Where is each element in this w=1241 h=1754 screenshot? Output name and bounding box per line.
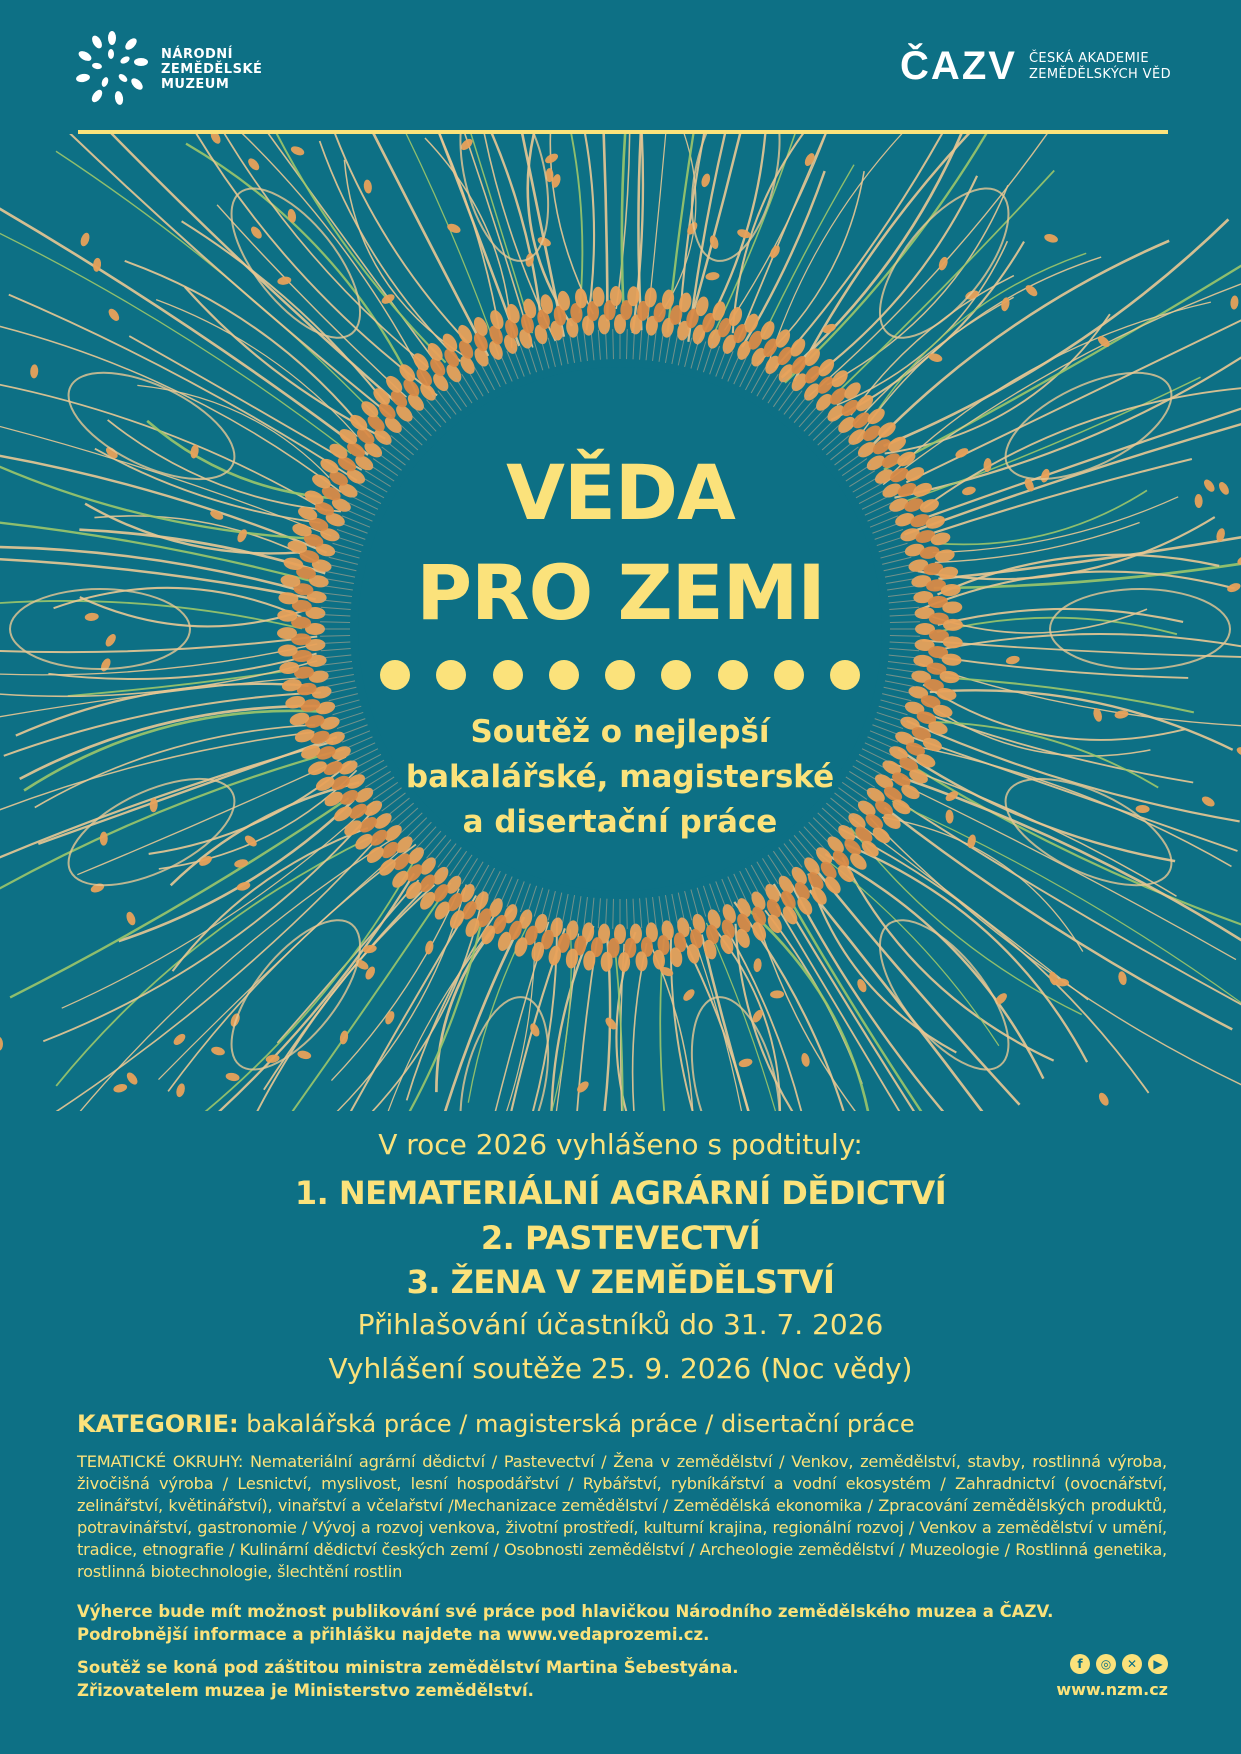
- museum-line-3: MUZEUM: [161, 76, 230, 92]
- categories: [77, 1410, 915, 1438]
- divider-dot: [493, 660, 523, 690]
- social-links: [1070, 1654, 1168, 1674]
- divider-dot: [718, 660, 748, 690]
- divider-dot: [774, 660, 804, 690]
- facebook-icon[interactable]: f: [1070, 1654, 1090, 1674]
- title-line-2: PRO ZEMI: [416, 548, 825, 637]
- museum-name: [161, 47, 262, 92]
- registration-deadline: Přihlašování účastníků do 31. 7. 2026: [357, 1308, 884, 1341]
- winner-note: [77, 1600, 1053, 1646]
- museum-logo: [73, 30, 262, 108]
- dot-divider: [380, 660, 860, 690]
- museum-line-2: ZEMĚDĚLSKÉ: [161, 61, 263, 77]
- categories-value: bakalářská práce / magisterská práce / disertační práce: [238, 1410, 915, 1438]
- divider-dot: [549, 660, 579, 690]
- patronage-text: Soutěž se koná pod záštitou ministra zemědělství Martina Šebestyána.: [77, 1658, 739, 1677]
- x-icon[interactable]: ✕: [1122, 1654, 1142, 1674]
- museum-line-1: NÁRODNÍ: [161, 46, 234, 62]
- subtitle-line-1: Soutěž o nejlepší: [470, 714, 770, 750]
- instagram-icon[interactable]: ◎: [1096, 1654, 1116, 1674]
- divider-dot: [830, 660, 860, 690]
- academy-logo: [900, 44, 1171, 89]
- subtopic-2: 2. PASTEVECTVÍ: [480, 1219, 761, 1257]
- subtitle: [340, 710, 900, 845]
- academy-name: [1029, 51, 1171, 83]
- youtube-icon[interactable]: ▶: [1148, 1654, 1168, 1674]
- website-link[interactable]: www.nzm.cz: [1056, 1680, 1168, 1699]
- founder-text: Zřizovatelem muzea je Ministerstvo zemědělství.: [77, 1681, 534, 1700]
- winners-text: Výherce bude mít možnost publikování své práce pod hlavičkou Národního zemědělského muzea a ČAZV.: [77, 1602, 1054, 1621]
- categories-label: KATEGORIE:: [77, 1410, 239, 1438]
- subtitle-line-2: bakalářské, magisterské: [405, 759, 835, 795]
- academy-line-1: ČESKÁ AKADEMIE: [1028, 50, 1149, 66]
- thematic-topics: TEMATICKÉ OKRUHY: Nemateriální agrární dědictví / Pastevectví / Žena v zemědělství / Venkov, zemědělství, stavby, rostlinná výroba, živočišná výroba / Lesnictví, myslivost, lesní hospodářství / Rybářství, rybníkářství a vodní ekosystém / Zahradnictví (ovocnářství, zelinářství, květinářství), vinařství a včelařství /Mechanizace zemědělství / Zemědělská ekonomika / Zpracování zemědělských produktů, potravinářství, gastronomie / Vývoj a rozvoj venkova, životní prostředí, kulturní krajina, regionální rozvoj / Venkov a zemědělství v umění, tradice, etnografie / Kulinární dědictví českých zemí / Osobnosti zemědělství / Archeologie zemědělství / Muzeologie / Rostlinná genetika, rostlinná biotechnologie, šlechtění rostlin: [77, 1452, 1167, 1581]
- wreath-icon: [73, 30, 151, 108]
- academy-line-2: ZEMĚDĚLSKÝCH VĚD: [1028, 66, 1171, 82]
- divider-dot: [380, 660, 410, 690]
- subtopic-3: 3. ŽENA V ZEMĚDĚLSTVÍ: [406, 1263, 835, 1301]
- subtopic-1: 1. NEMATERIÁLNÍ AGRÁRNÍ DĚDICTVÍ: [294, 1174, 947, 1212]
- subtitle-line-3: a disertační práce: [462, 804, 778, 840]
- divider-dot: [605, 660, 635, 690]
- divider-dot: [661, 660, 691, 690]
- academy-mark: ČAZV: [900, 44, 1017, 88]
- patronage-note: [77, 1656, 739, 1702]
- divider-dot: [436, 660, 466, 690]
- announcement-date: Vyhlášení soutěže 25. 9. 2026 (Noc vědy): [328, 1352, 913, 1385]
- intro-text: V roce 2026 vyhlášeno s podtituly:: [378, 1128, 863, 1161]
- info-text: Podrobnější informace a přihlášku najdete na www.vedaprozemi.cz.: [77, 1625, 710, 1644]
- title-line-1: VĚDA: [506, 448, 735, 537]
